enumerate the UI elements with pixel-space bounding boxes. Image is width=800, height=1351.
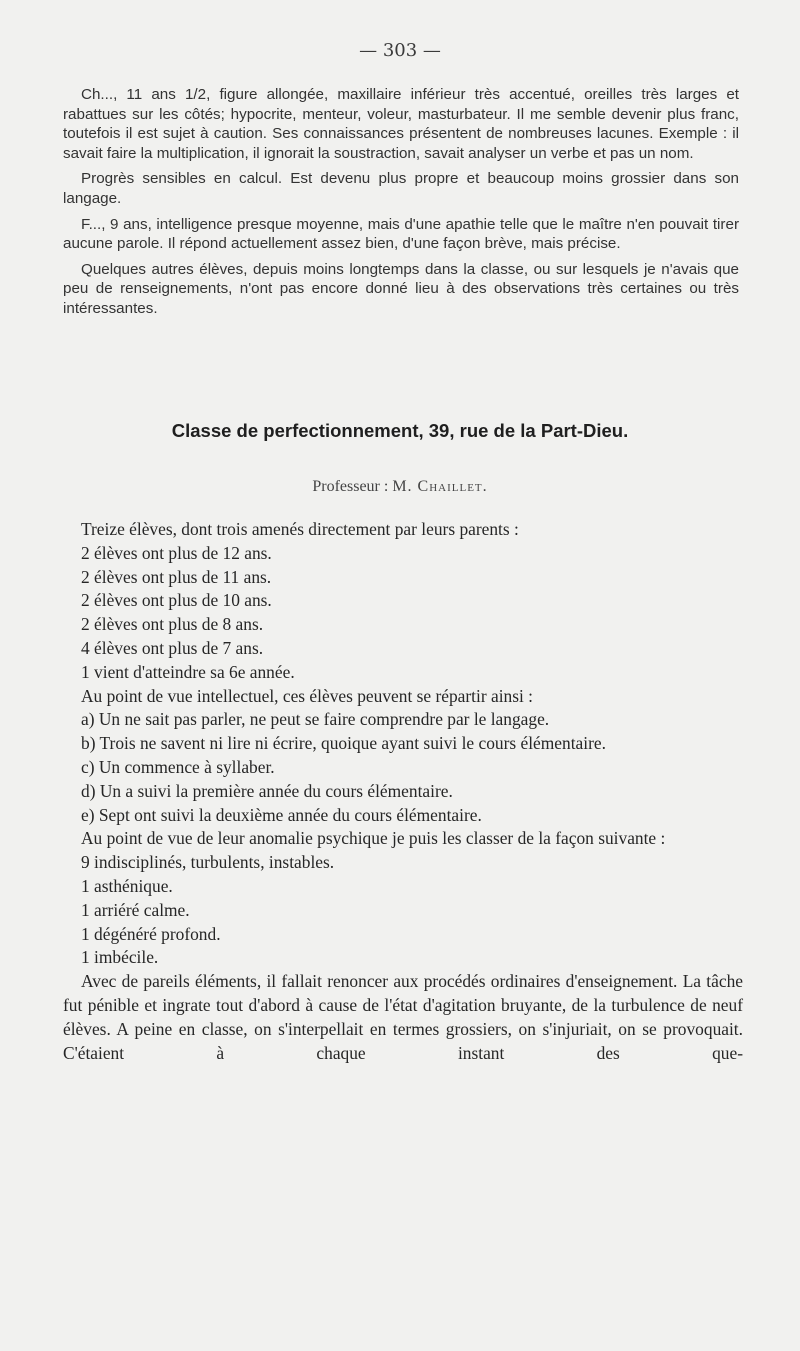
anomaly-line: 1 imbécile. [81, 947, 159, 968]
professor-line [0, 478, 800, 496]
category-d: d) Un a suivi la première année du cours élémentaire. [81, 780, 453, 801]
category-a: a) Un ne sait pas parler, ne peut se faire comprendre par le langage. [81, 709, 550, 730]
intellectual-intro: Au point de vue intellectuel, ces élèves peuvent se répartir ainsi : [81, 685, 533, 706]
age-line: 4 élèves ont plus de 7 ans. [81, 637, 264, 658]
age-line: 1 vient d'atteindre sa 6e année. [81, 661, 295, 682]
intro-line: Treize élèves, dont trois amenés directement par leurs parents : [81, 519, 519, 539]
anomaly-line: 1 asthénique. [81, 875, 173, 896]
professor-label: Professeur : [312, 478, 389, 495]
section-heading: Classe de perfectionnement, 39, rue de la Part-Dieu. [171, 420, 629, 441]
anomaly-line: 1 dégénéré profond. [81, 923, 221, 944]
age-line: 2 élèves ont plus de 10 ans. [81, 590, 272, 611]
category-e: e) Sept ont suivi la deuxième année du cours élémentaire. [81, 804, 482, 825]
age-line: 2 élèves ont plus de 11 ans. [81, 566, 272, 587]
paragraph-progress: Progrès sensibles en calcul. Est devenu plus propre et beaucoup moins grossier dans son langage. [63, 170, 739, 207]
anomaly-line: 9 indisciplinés, turbulents, instables. [81, 852, 335, 873]
paragraph-ch: Ch..., 11 ans 1/2, figure allongée, maxillaire inférieur très accentué, oreilles très larges et rabattues sur les côtés; hypocrite, menteur, voleur, masturbateur. Il me semble devenir plus franc, toutefois il est sujet à caution. Ses connaissances présentent de nombreuses lacunes. Exemple : il savait faire la multiplication, il ignorait la soustraction, savait analyser un verbe et pas un nom. [63, 86, 739, 162]
paragraph-f: F..., 9 ans, intelligence presque moyenne, mais d'une apathie telle que le maître n'en pouvait tirer aucune parole. Il répond actuellement assez bien, d'une façon brève, mais précise. [63, 215, 739, 253]
page-number: — 303 — [359, 40, 441, 61]
age-line: 2 élèves ont plus de 12 ans. [81, 542, 272, 563]
category-c: c) Un commence à syllaber. [81, 756, 275, 777]
observations-text [63, 85, 739, 325]
paragraph-others: Quelques autres élèves, depuis moins longtemps dans la classe, ou sur lesquels je n'avais que peu de renseignements, n'ont pas encore donné lieu à des observations très certaines ou très intéressantes. [63, 260, 739, 317]
anomaly-intro: Au point de vue de leur anomalie psychique je puis les classer de la façon suivante : [81, 828, 666, 849]
age-line: 2 élèves ont plus de 8 ans. [81, 614, 264, 635]
closing-paragraph: Avec de pareils éléments, il fallait renoncer aux procédés ordinaires d'enseignement. La tâche fut pénible et ingrate tout d'abord à cause de l'état d'agitation bruyante, de la turbulence de neuf élèves. A peine en classe, on s'interpellait en termes grossiers, on s'injuriait, on se provoquait. C'étaient à chaque instant des que- [63, 971, 743, 1063]
professor-name: M. Chaillet. [392, 478, 488, 495]
anomaly-line: 1 arriéré calme. [81, 899, 190, 920]
class-description [63, 518, 743, 1065]
category-b: b) Trois ne savent ni lire ni écrire, quoique ayant suivi le cours élémentaire. [81, 733, 606, 754]
